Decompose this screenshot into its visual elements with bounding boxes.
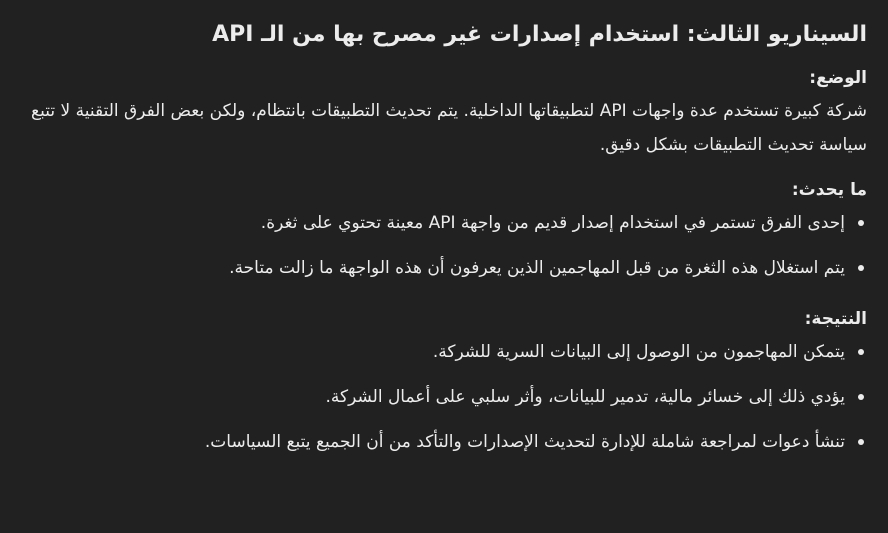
- list-item-text: يؤدي ذلك إلى خسائر مالية، تدمير للبيانات، وأثر سلبي على أعمال الشركة.: [325, 387, 845, 407]
- list-item-text: يتم استغلال هذه الثغرة من قبل المهاجمين الذين يعرفون أن هذه الواجهة ما زالت متاحة.: [229, 258, 845, 278]
- list-item: [21, 425, 867, 459]
- bullet-icon: [858, 265, 864, 271]
- list-item-text: إحدى الفرق تستمر في استخدام إصدار قديم من واجهة API معينة تحتوي على ثغرة.: [260, 213, 845, 233]
- result-heading: النتيجة:: [804, 309, 867, 329]
- situation-text: شركة كبيرة تستخدم عدة واجهات API لتطبيقاتها الداخلية. يتم تحديث التطبيقات بانتظام، ولكن بعض الفرق التقنية لا تتبع سياسة تحديث التطبيقات بشكل دقيق.: [31, 101, 867, 155]
- scenario-title: السيناريو الثالث: استخدام إصدارات غير مصرح بها من الـ API: [212, 22, 867, 47]
- what-happens-heading: ما يحدث:: [791, 180, 867, 200]
- list-item: [21, 206, 867, 240]
- bullet-icon: [858, 220, 864, 226]
- list-item: [21, 251, 867, 285]
- situation-heading: الوضع:: [809, 68, 867, 88]
- bullet-icon: [858, 439, 864, 445]
- list-item: [21, 335, 867, 369]
- list-item: [21, 380, 867, 414]
- list-item-text: يتمكن المهاجمون من الوصول إلى البيانات السرية للشركة.: [432, 342, 845, 362]
- result-list: [21, 335, 867, 459]
- what-happens-list: [21, 206, 867, 285]
- bullet-icon: [858, 394, 864, 400]
- bullet-icon: [858, 349, 864, 355]
- list-item-text: تنشأ دعوات لمراجعة شاملة للإدارة لتحديث الإصدارات والتأكد من أن الجميع يتبع السياسات.: [204, 432, 845, 452]
